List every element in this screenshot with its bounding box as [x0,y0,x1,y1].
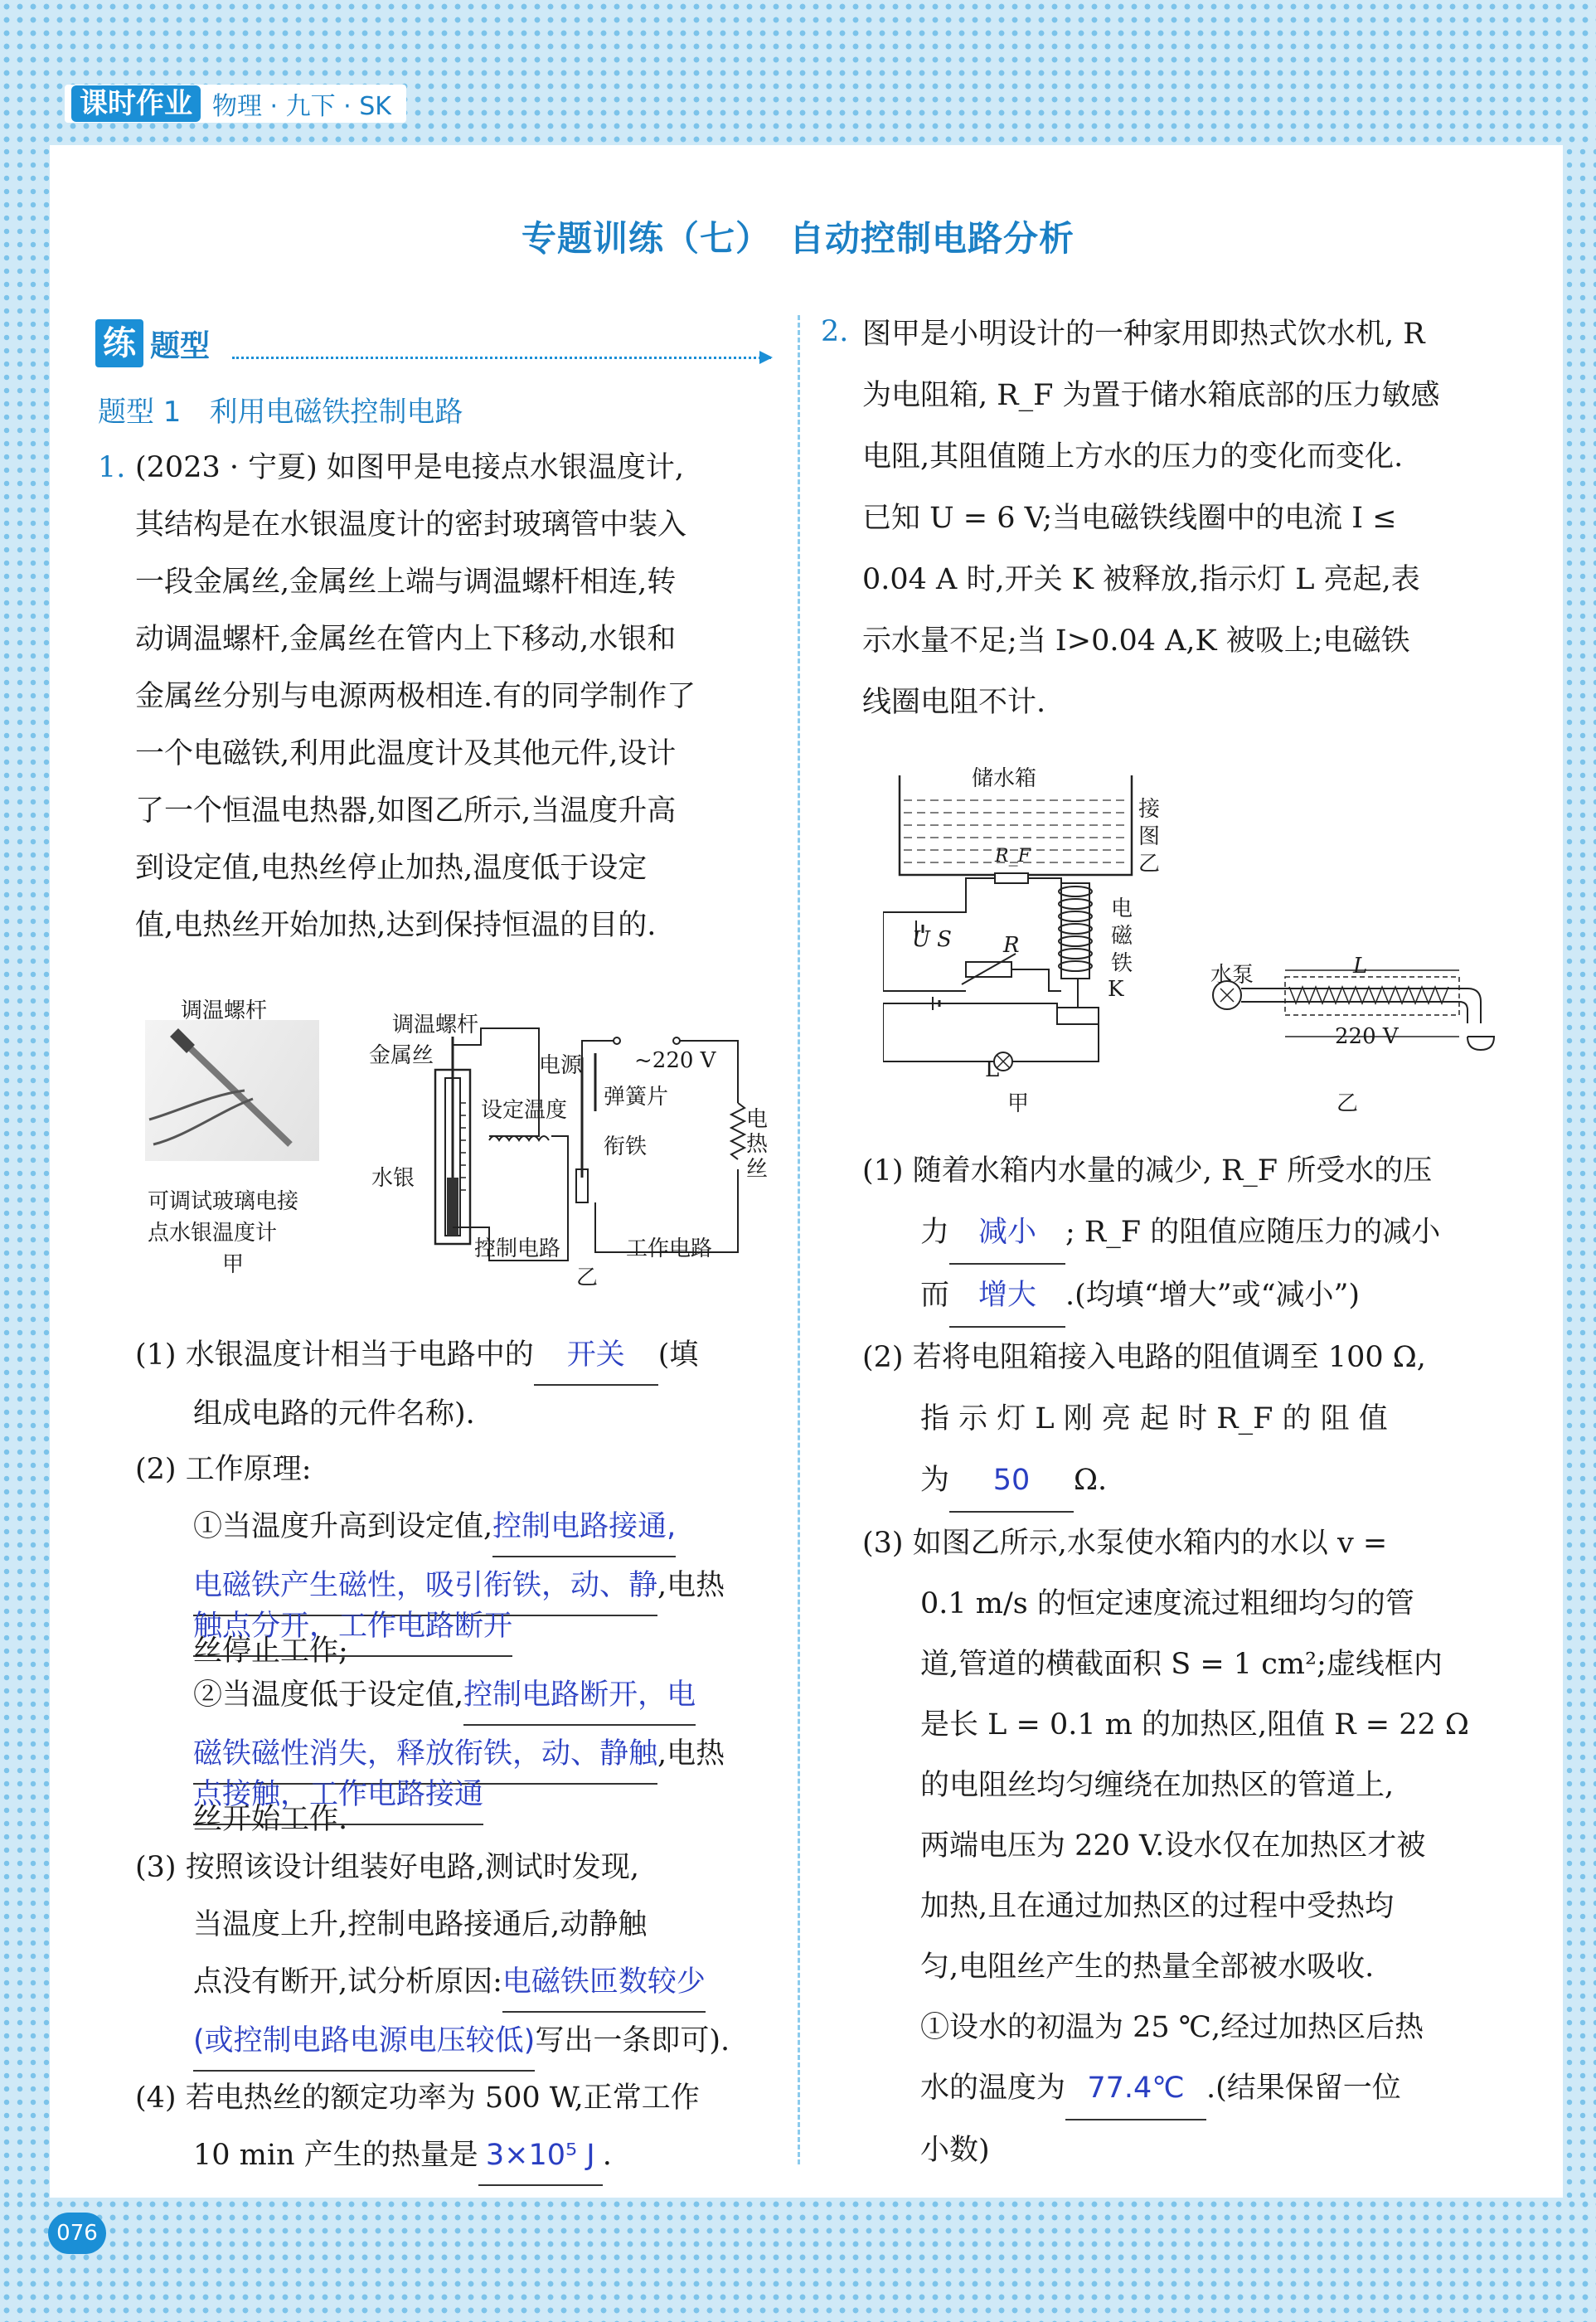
left-dot-band [0,145,50,2198]
q1-part4 [135,2070,700,2186]
q2p3-sub1-line: 小数) [920,2134,990,2167]
q2fig1-label: 甲 [1007,1091,1030,1116]
q1-number: 1. [98,451,126,484]
q2p3-line: 加热,且在通过加热区的过程中受热均 [920,1890,1395,1923]
q1p4-text: 10 min 产生的热量是 [193,2139,478,2172]
q2-line: 线圈电阻不计. [862,686,1046,719]
q2p3-text: 水的温度为 [920,2072,1066,2105]
fig2-settemp-label: 设定温度 [481,1098,568,1123]
q1p2b-answer: 磁铁磁性消失，释放衔铁，动、静触 [193,1726,657,1785]
q2p3-line: 是长 L = 0.1 m 的加热区,阻值 R = 22 Ω [920,1708,1469,1742]
q1p3-text: 点没有断开,试分析原因: [193,1965,502,1999]
fig2-control-label: 控制电路 [474,1236,561,1261]
q2p3-sub1-line: ①设水的初温为 25 ℃,经过加热区后热 [920,2011,1424,2044]
q2fig1-side-label: 图 [1138,824,1161,849]
thermometer-photo [145,1020,319,1161]
fig2-label: 乙 [576,1265,599,1290]
q1p2-head: (2) 工作原理: [135,1453,312,1486]
q2-line: 示水量不足;当 I>0.04 A,K 被吸上;电磁铁 [862,624,1410,658]
q2fig1-us-label: U S [912,927,952,952]
q1p3-line: (3) 按照该设计组装好电路,测试时发现, [135,1851,639,1884]
q1-line: 其结构是在水银温度计的密封玻璃管中装入 [135,508,687,542]
q1-line: 动调温螺杆,金属丝在管内上下移动,水银和 [135,623,677,656]
q2p1-line: (1) 随着水箱内水量的减少, R_F 所受水的压 [862,1154,1433,1188]
fig2-armature-label: 衔铁 [604,1134,648,1159]
q2fig1-k-label: K [1108,977,1124,1002]
q1p2b-text: ,电热 [657,1737,725,1771]
fig1-caption: 点水银温度计 [148,1221,278,1246]
column-divider [798,315,800,2164]
q2p1-text: 力 [920,1216,950,1249]
q1-line: 了一个恒温电热器,如图乙所示,当温度升高 [135,794,677,828]
q1p2a-answer: 电磁铁产生磁性，吸引衔铁，动、静 [193,1557,657,1616]
series-brand [65,85,406,123]
q2p1-answer: 减小 [949,1202,1065,1265]
fig2-mercury-label: 水银 [371,1166,415,1191]
q1p1-text: (填 [657,1338,699,1372]
brand-logo: 课时作业 [71,85,201,122]
page-title: 专题训练（七） 自动控制电路分析 [521,218,1075,259]
q1p2b-tail: 丝开始工作. [193,1803,348,1836]
q2fig2-voltage-label: 220 V [1335,1024,1399,1049]
fig2-wire-label: 金属丝 [369,1043,434,1068]
q2p3-line: 0.1 m/s 的恒定速度流过粗细均匀的管 [920,1587,1414,1620]
q2fig1-rf-label: R_F [995,846,1031,867]
q2p3-line: 的电阻丝均匀缠绕在加热区的管道上, [920,1769,1395,1802]
q2fig1-coil-label: 电 [1111,896,1133,921]
q1-part2 [135,1441,725,1668]
q1p2b-answer: 点接触，工作电路接通 [193,1766,483,1825]
fig2-work-label: 工作电路 [626,1236,713,1261]
q2fig1-l-label: L [985,1057,1000,1082]
q1p2a-answer: 控制电路接通, [492,1499,676,1557]
q2-part3 [862,1513,1469,2181]
q1p1-answer: 开关 [534,1327,658,1386]
q1-line: 金属丝分别与电源两极相连.有的同学制作了 [135,680,696,713]
q2p3-line: 匀,电阻丝产生的热量全部被水吸收. [920,1950,1375,1984]
q1p2a-answer: 触点分开，工作电路断开 [193,1598,512,1657]
q2fig1-coil-label: 磁 [1111,924,1133,949]
page-number: 076 [48,2213,106,2254]
q1-part2b [193,1667,725,1836]
q2p2-line: (2) 若将电阻箱接入电路的阻值调至 100 Ω, [862,1341,1426,1374]
fig1-screw-label: 调温螺杆 [181,998,268,1023]
q2p1-text: .(均填“增大”或“减小”) [1065,1279,1361,1312]
q1-line: 一个电磁铁,利用此温度计及其他元件,设计 [135,737,677,770]
q1-part3 [135,1839,730,2072]
fig2-heater-label: 电热丝 [746,1107,769,1182]
q2-line: 图甲是小明设计的一种家用即热式饮水机, R [862,318,1425,351]
q2-line: 为电阻箱, R_F 为置于储水箱底部的压力敏感 [862,379,1440,412]
q2-line: 已知 U = 6 V;当电磁铁线圈中的电流 I ≤ [862,502,1397,535]
fig2-source-label: 电源 [539,1053,583,1078]
q1-line: 到设定值,电热丝停止加热,温度低于设定 [135,852,648,885]
q2fig2-length-label: L [1353,954,1368,979]
section-tag-icon: 练 [95,319,143,367]
q2p1-text: ; R_F 的阻值应随压力的减小 [1065,1216,1441,1249]
q2p2-line: 指 示 灯 L 刚 亮 起 时 R_F 的 阻 值 [920,1402,1388,1435]
q2p3-line: (3) 如图乙所示,水泵使水箱内的水以 v = [862,1527,1388,1560]
q1p1-text: (1) 水银温度计相当于电路中的 [135,1338,534,1372]
q1p3-answer: 电磁铁匝数较少 [502,1954,706,2013]
q2p3-line: 道,管道的横截面积 S = 1 cm²;虚线框内 [920,1648,1443,1681]
q1-line: 值,电热丝开始加热,达到保持恒温的目的. [135,909,657,942]
q2fig1-side-label: 接 [1138,797,1161,822]
right-dot-band [1563,145,1596,2198]
q1p4-text: . [602,2139,612,2172]
q1-part1 [135,1327,698,1443]
q2-part1 [862,1140,1440,1328]
q2fig1-tank-label: 储水箱 [972,766,1037,791]
section-arrow [232,357,771,359]
q1p2a-text: ,电热 [657,1569,725,1602]
q1p3-answer: (或控制电路电源电压较低) [193,2013,535,2072]
footer-dot-band [0,2198,1596,2322]
q1p1-line2: 组成电路的元件名称). [193,1397,475,1431]
q2-line: 0.04 A 时,开关 K 被释放,指示灯 L 亮起,表 [862,563,1420,596]
q2p1-answer: 增大 [949,1265,1065,1328]
q1p3-text: 写出一条即可). [535,2024,730,2057]
brand-subject: 物理 · 九下 · SK [212,92,391,121]
type1-heading: 题型 1 利用电磁铁控制电路 [98,396,463,429]
q2p3-answer: 77.4℃ [1065,2058,1206,2120]
q1p2a-tail: 丝停止工作; [193,1635,348,1668]
q2fig1-side-label: 乙 [1138,852,1161,877]
q2-part2 [862,1327,1426,1513]
q1p2b-answer: 控制电路断开，电 [463,1667,696,1726]
q2p2-text: 为 [920,1464,950,1497]
q2fig1-r-label: R [1003,933,1020,958]
header-dot-band [0,0,1596,145]
q2-line: 电阻,其阻值随上方水的压力的变化而变化. [862,440,1404,474]
q1-line: (2023 · 宁夏) 如图甲是电接点水银温度计, [135,451,685,484]
q1-line: 一段金属丝,金属丝上端与调温螺杆相连,转 [135,566,677,599]
fig2-spring-label: 弹簧片 [604,1085,669,1110]
q1p2a-text: ①当温度升高到设定值, [193,1510,493,1543]
q1p4-line: (4) 若电热丝的额定功率为 500 W,正常工作 [135,2082,700,2115]
q2fig2-pump-label: 水泵 [1210,963,1254,988]
q1p2b-text: ②当温度低于设定值, [193,1678,464,1712]
q1p3-line: 当温度上升,控制电路接通后,动静触 [193,1908,648,1941]
section-tag [95,319,210,367]
fig1-caption: 可调试玻璃电接 [148,1189,299,1214]
q2fig1-coil-label: 铁 [1111,951,1133,976]
fig1-label: 甲 [222,1252,245,1277]
q1p4-answer: 3×10⁵ J [478,2127,603,2186]
q2p2-answer: 50 [949,1450,1074,1513]
q2p2-text: Ω. [1074,1464,1108,1497]
section-tag-label: 题型 [150,328,211,363]
q2p3-text: .(结果保留一位 [1206,2072,1401,2105]
q2-number: 2. [821,315,849,348]
fig2-voltage-label: ~220 V [634,1048,716,1073]
q2p3-line: 两端电压为 220 V.设水仅在加热区才被 [920,1829,1426,1863]
fig2-screw-label: 调温螺杆 [392,1013,479,1037]
q2p1-text: 而 [920,1279,950,1312]
q2fig2-label: 乙 [1336,1091,1359,1116]
